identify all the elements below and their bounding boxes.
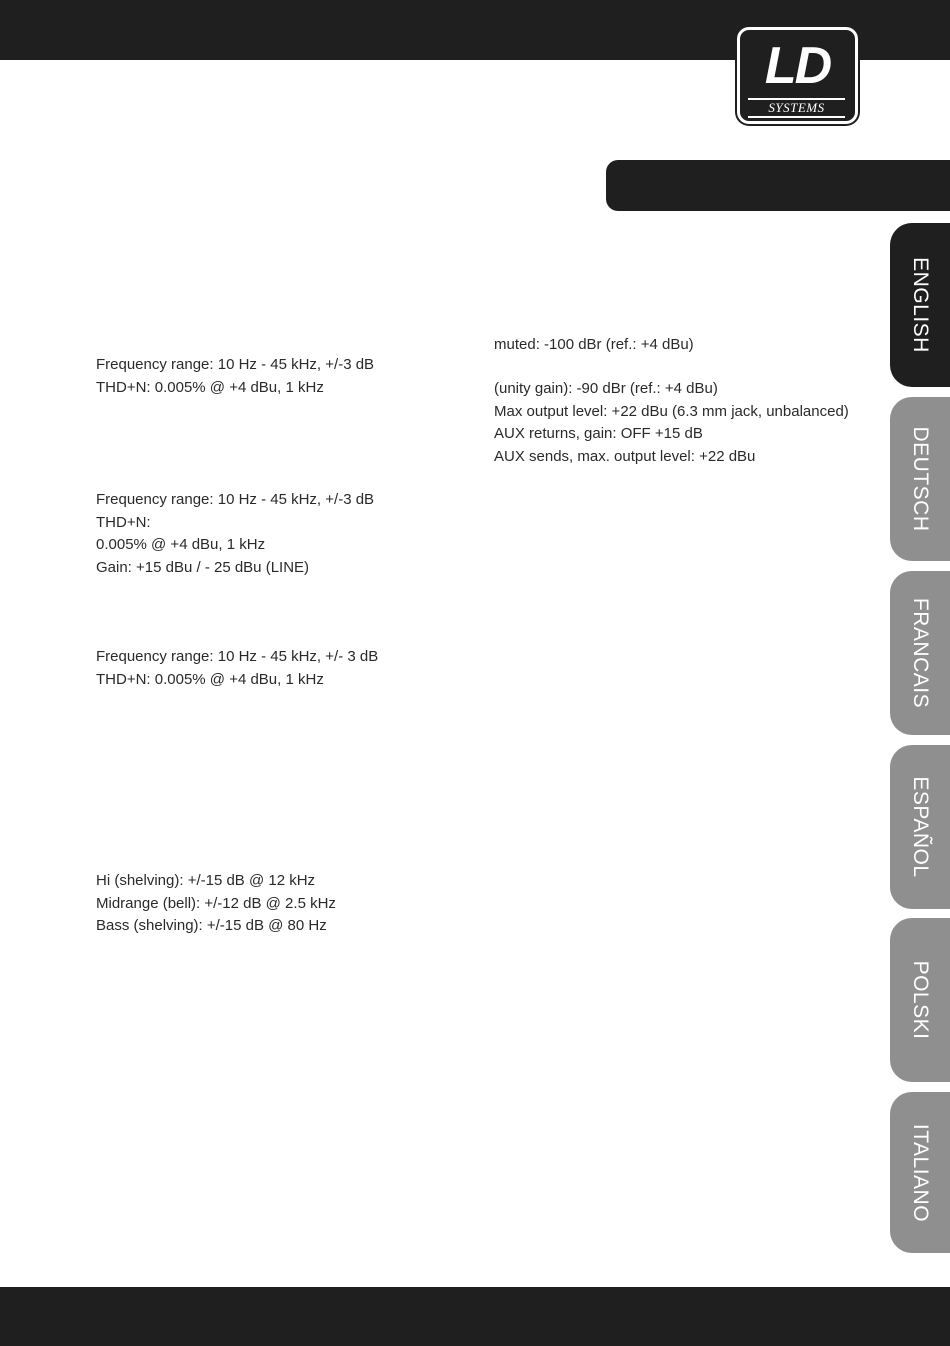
section-header-bar <box>606 160 950 211</box>
spec-line: Gain: +15 dBu / - 25 dBu (LINE) <box>96 558 310 576</box>
spec-line: 0.005% @ +4 dBu, 1 kHz <box>96 536 266 553</box>
ld-systems-logo <box>737 27 858 124</box>
spec-line: Max output level: +22 dBu (6.3 mm jack, unbalanced) <box>494 402 849 420</box>
spec-block-3 <box>96 646 378 691</box>
spec-line: Midrange (bell): +/-12 dB @ 2.5 kHz <box>96 894 336 912</box>
spec-line: Frequency range: 10 Hz - 45 kHz, +/- 3 dB <box>96 648 379 665</box>
spec-line: muted: -100 dBr (ref.: +4 dBu) <box>494 336 694 353</box>
spec-block-1 <box>96 354 374 399</box>
tab-espanol-label: ESPAÑOL <box>909 776 932 878</box>
tab-polski-label: POLSKI <box>909 960 932 1040</box>
tab-polski[interactable] <box>890 918 950 1082</box>
spec-line: Hi (shelving): +/-15 dB @ 12 kHz <box>96 872 316 889</box>
spec-line: AUX sends, max. output level: +22 dBu <box>494 447 756 465</box>
tab-english[interactable] <box>890 223 950 387</box>
spec-line: Bass (shelving): +/-15 dB @ 80 Hz <box>96 917 327 934</box>
tab-francais-label: FRANCAIS <box>909 597 932 709</box>
spec-line: THD+N: 0.005% @ +4 dBu, 1 kHz <box>96 670 324 688</box>
spec-line: Frequency range: 10 Hz - 45 kHz, +/-3 dB <box>96 356 375 373</box>
spec-line: (unity gain): -90 dBr (ref.: +4 dBu) <box>494 380 718 397</box>
tab-francais[interactable] <box>890 571 950 735</box>
bottom-bar <box>0 1287 950 1346</box>
tab-deutsch-label: DEUTSCH <box>909 426 932 532</box>
spec-block-right-2 <box>494 378 849 468</box>
spec-block-eq <box>96 870 336 938</box>
tab-deutsch[interactable] <box>890 397 950 561</box>
tab-italiano-label: ITALIANO <box>909 1123 932 1222</box>
spec-block-right-1 <box>494 334 694 357</box>
spec-block-2 <box>96 489 374 579</box>
spec-line: THD+N: 0.005% @ +4 dBu, 1 kHz <box>96 378 324 396</box>
spec-line: Frequency range: 10 Hz - 45 kHz, +/-3 dB <box>96 491 375 508</box>
logo-brand-text: LD <box>764 37 831 95</box>
tab-english-label: ENGLISH <box>909 257 932 353</box>
spec-line: THD+N: <box>96 513 151 531</box>
tab-espanol[interactable] <box>890 745 950 909</box>
spec-line: AUX returns, gain: OFF +15 dB <box>494 425 703 442</box>
tab-italiano[interactable] <box>890 1092 950 1253</box>
logo-subbrand-text: SYSTEMS <box>748 98 845 118</box>
